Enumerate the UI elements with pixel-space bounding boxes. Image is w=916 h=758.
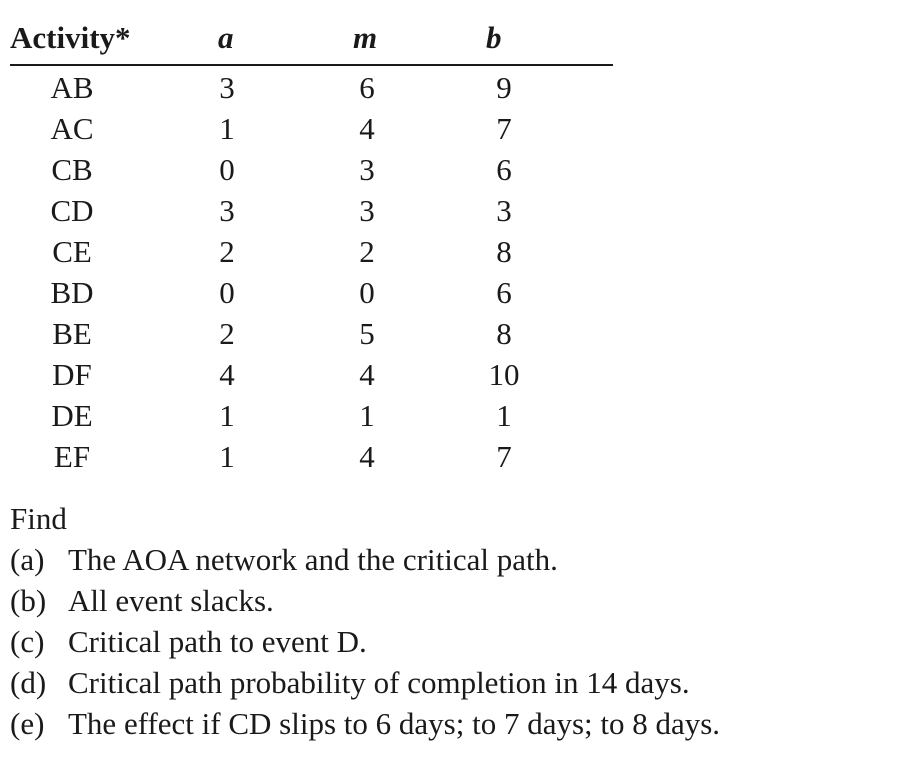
cell-a: 1 bbox=[219, 439, 235, 474]
question-item bbox=[10, 703, 720, 744]
cell-b: 6 bbox=[496, 275, 512, 310]
question-text: Critical path to event D. bbox=[68, 624, 367, 659]
cell-m: 2 bbox=[359, 234, 375, 269]
cell-b: 9 bbox=[496, 70, 512, 105]
cell-m: 4 bbox=[359, 439, 375, 474]
question-text: All event slacks. bbox=[68, 583, 274, 618]
header-b: b bbox=[486, 20, 502, 55]
table-row bbox=[10, 353, 613, 394]
table-row bbox=[10, 148, 613, 189]
question-letter: (e) bbox=[10, 706, 45, 741]
activity-table bbox=[10, 12, 613, 476]
table-row bbox=[10, 312, 613, 353]
cell-b: 7 bbox=[496, 439, 512, 474]
table-row bbox=[10, 435, 613, 476]
cell-a: 3 bbox=[219, 193, 235, 228]
cell-b: 8 bbox=[496, 316, 512, 351]
cell-activity: BD bbox=[50, 275, 94, 310]
table-header bbox=[10, 12, 613, 66]
header-activity: Activity* bbox=[10, 20, 131, 55]
cell-m: 4 bbox=[359, 111, 375, 146]
question-item bbox=[10, 621, 720, 662]
cell-m: 5 bbox=[359, 316, 375, 351]
table-row bbox=[10, 230, 613, 271]
cell-b: 1 bbox=[496, 398, 512, 433]
table-row bbox=[10, 189, 613, 230]
cell-b: 7 bbox=[496, 111, 512, 146]
question-letter: (a) bbox=[10, 542, 45, 577]
cell-activity: DF bbox=[52, 357, 92, 392]
table-row bbox=[10, 66, 613, 107]
cell-m: 3 bbox=[359, 152, 375, 187]
cell-activity: CB bbox=[51, 152, 93, 187]
table-row bbox=[10, 271, 613, 312]
cell-activity: EF bbox=[53, 439, 91, 474]
cell-b: 3 bbox=[496, 193, 512, 228]
header-a: a bbox=[218, 20, 234, 55]
question-letter: (d) bbox=[10, 665, 47, 700]
table-row bbox=[10, 107, 613, 148]
question-letter: (b) bbox=[10, 583, 47, 618]
cell-activity: CE bbox=[52, 234, 92, 269]
cell-a: 4 bbox=[219, 357, 235, 392]
cell-a: 2 bbox=[219, 234, 235, 269]
cell-activity: AB bbox=[50, 70, 94, 105]
cell-m: 6 bbox=[359, 70, 375, 105]
cell-a: 1 bbox=[219, 111, 235, 146]
questions-block bbox=[10, 498, 720, 744]
cell-m: 4 bbox=[359, 357, 375, 392]
find-label: Find bbox=[10, 501, 67, 536]
question-text: The effect if CD slips to 6 days; to 7 days; to 8 days. bbox=[68, 706, 721, 741]
cell-b: 10 bbox=[488, 357, 520, 392]
cell-m: 3 bbox=[359, 193, 375, 228]
question-item bbox=[10, 662, 720, 703]
cell-activity: CD bbox=[50, 193, 94, 228]
table-row bbox=[10, 394, 613, 435]
cell-activity: BE bbox=[52, 316, 92, 351]
cell-activity: DE bbox=[51, 398, 93, 433]
question-item bbox=[10, 580, 720, 621]
cell-activity: AC bbox=[50, 111, 94, 146]
question-text: The AOA network and the critical path. bbox=[68, 542, 558, 577]
cell-b: 6 bbox=[496, 152, 512, 187]
question-item bbox=[10, 539, 720, 580]
cell-a: 0 bbox=[219, 152, 235, 187]
header-m: m bbox=[353, 20, 378, 55]
cell-a: 1 bbox=[219, 398, 235, 433]
cell-a: 2 bbox=[219, 316, 235, 351]
question-letter: (c) bbox=[10, 624, 45, 659]
cell-a: 3 bbox=[219, 70, 235, 105]
table-body bbox=[10, 66, 613, 476]
cell-m: 0 bbox=[359, 275, 375, 310]
question-text: Critical path probability of completion in 14 days. bbox=[68, 665, 690, 700]
cell-b: 8 bbox=[496, 234, 512, 269]
cell-m: 1 bbox=[359, 398, 375, 433]
cell-a: 0 bbox=[219, 275, 235, 310]
